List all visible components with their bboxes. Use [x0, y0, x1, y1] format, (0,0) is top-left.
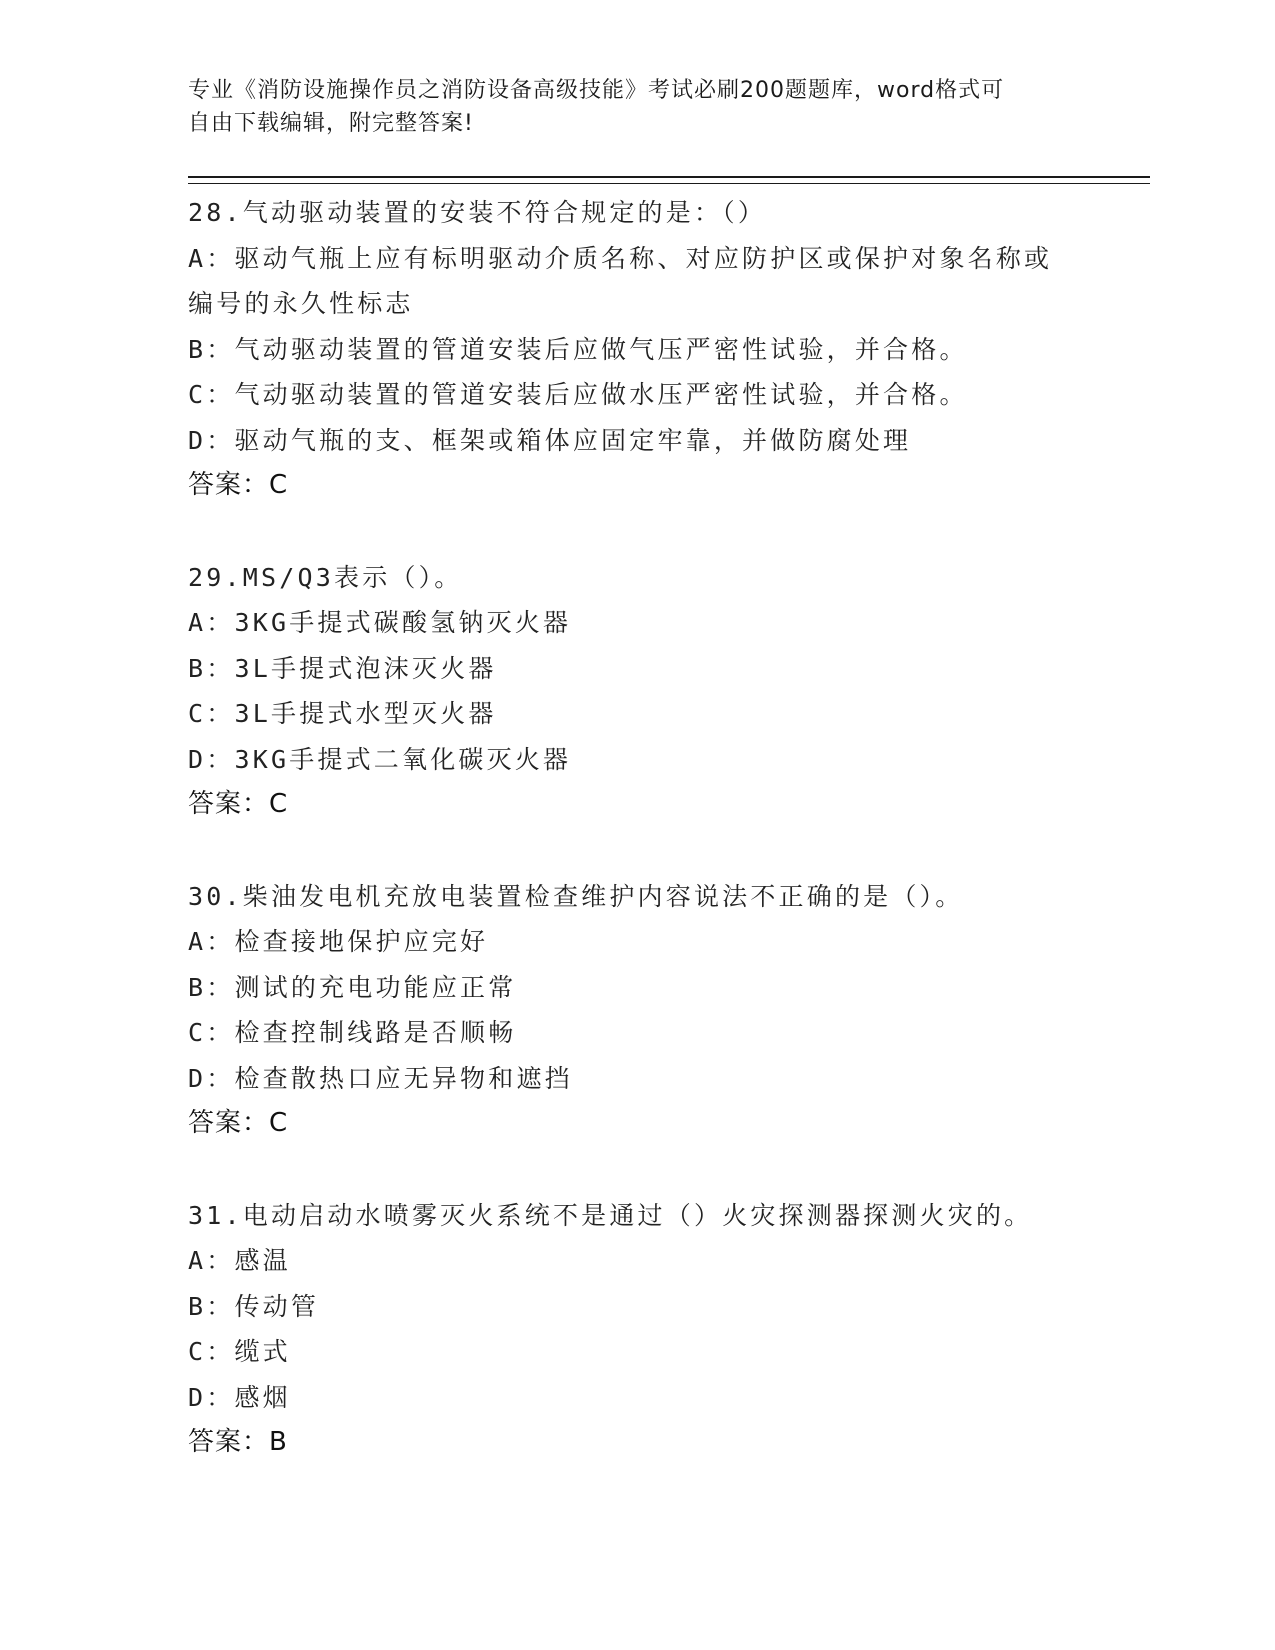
option-a: A：驱动气瓶上应有标明驱动介质名称、对应防护区或保护对象名称或编号的永久性标志 [188, 243, 1053, 318]
answer-line [188, 1420, 1148, 1466]
header-divider-thin [188, 183, 1150, 184]
question-stem: 31.电动启动水喷雾灭火系统不是通过（）火灾探测器探测火灾的。 [188, 1200, 1033, 1230]
question-30 [188, 874, 1148, 1147]
answer-label: 答案： [188, 470, 270, 500]
answer-label: 答案： [188, 1108, 270, 1138]
answer-value: C [269, 1108, 288, 1138]
header-title-line-1: 专业《消防设施操作员之消防设备高级技能》考试必刷200题题库，word格式可 [188, 78, 1005, 103]
question-29 [188, 555, 1148, 828]
answer-value: C [269, 789, 288, 819]
option-b: B：3L手提式泡沫灭火器 [188, 653, 497, 683]
option-a: A：感温 [188, 1246, 291, 1275]
document-header [188, 74, 1068, 140]
option-b: B：气动驱动装置的管道安装后应做气压严密性试验，并合格。 [188, 334, 968, 364]
answer-line [188, 782, 1148, 828]
option-c: C：缆式 [188, 1337, 291, 1366]
option-b: B：测试的充电功能应正常 [188, 972, 517, 1002]
question-stem: 28.气动驱动装置的安装不符合规定的是：（） [188, 198, 767, 227]
option-d: D：检查散热口应无异物和遮挡 [188, 1063, 573, 1093]
option-d: D：驱动气瓶的支、框架或箱体应固定牢靠，并做防腐处理 [188, 425, 912, 455]
option-c: C：气动驱动装置的管道安装后应做水压严密性试验，并合格。 [188, 380, 968, 409]
answer-value: B [269, 1427, 287, 1457]
header-title-line-2: 自由下载编辑，附完整答案! [188, 111, 474, 136]
option-a: A：检查接地保护应完好 [188, 927, 489, 956]
option-c: C：检查控制线路是否顺畅 [188, 1018, 517, 1047]
option-b: B：传动管 [188, 1291, 320, 1321]
question-stem: 29.MS/Q3表示（）。 [188, 562, 463, 592]
question-stem: 30.柴油发电机充放电装置检查维护内容说法不正确的是（）。 [188, 881, 964, 911]
answer-label: 答案： [188, 1427, 270, 1457]
option-a: A：3KG手提式碳酸氢钠灭火器 [188, 608, 572, 637]
option-d: D：3KG手提式二氧化碳灭火器 [188, 744, 572, 774]
answer-line [188, 463, 1148, 509]
answer-label: 答案： [188, 789, 270, 819]
question-28 [188, 190, 1148, 509]
header-divider-thick [188, 176, 1150, 178]
answer-value: C [269, 470, 288, 500]
option-c: C：3L手提式水型灭火器 [188, 699, 497, 728]
answer-line [188, 1101, 1148, 1147]
question-31 [188, 1193, 1148, 1466]
option-d: D：感烟 [188, 1382, 291, 1412]
question-list [188, 190, 1148, 1466]
